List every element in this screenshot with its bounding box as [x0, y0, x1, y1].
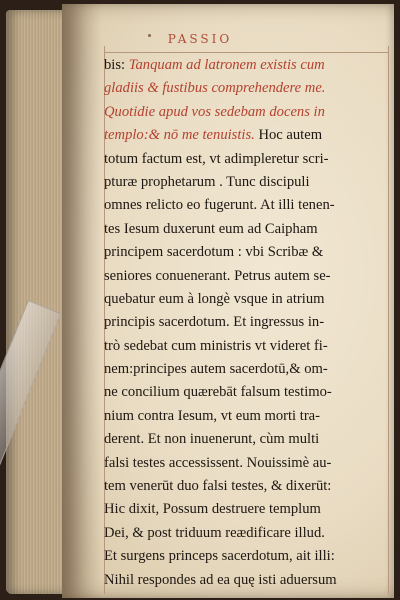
gutter-shadow [62, 4, 102, 598]
body-text [104, 54, 388, 592]
text-line: pturæ prophetarum . Tunc discipuli [104, 173, 310, 190]
text-line: principis sacerdotum. Et ingressus in- [104, 314, 325, 331]
text-line: omnes relicto eo fugerunt. At illi tenen- [104, 197, 335, 214]
text-line: Quotidie apud vos sedebam docens in [104, 103, 325, 120]
ruled-line-top [104, 52, 388, 53]
ruled-line-right [388, 46, 389, 594]
text-line: templo:& nō me tenuistis. Hoc autem [104, 127, 323, 144]
text-line: tes Iesum duxerunt eum ad Caipham [104, 220, 318, 237]
text-line: Dei, & post triduum reædificare illud. [104, 524, 325, 541]
text-line: quebatur eum à longè vsque in atrium [104, 290, 325, 307]
text-line: Et surgens princeps sacerdotum, ait illi: [104, 548, 335, 565]
text-line: derent. Et non inuenerunt, cùm multi [104, 431, 320, 448]
text-line: gladiis & fustibus comprehendere me. [104, 80, 326, 97]
text-line: Nihil respondes ad ea quę isti aduersum [104, 571, 337, 588]
text-line: ne concilium quærebāt falsum testimo- [104, 384, 332, 401]
text-line: falsi testes accessissent. Nouissimè au- [104, 454, 332, 471]
text-line: nem:principes autem sacerdotū,& om- [104, 361, 328, 378]
page-edges [6, 10, 68, 594]
text-line: trò sedebat cum ministris vt videret fi- [104, 337, 328, 354]
running-head: PASSIO [167, 32, 233, 46]
text-line: totum factum est, vt adimpleretur scri- [104, 150, 329, 167]
text-line: tem venerūt duo falsi testes, & dixerūt: [104, 478, 332, 495]
text-line: Hic dixit, Possum destruere templum [104, 501, 321, 518]
text-line: nium contra Iesum, vt eum morti tra- [104, 407, 321, 424]
text-line: principem sacerdotum : vbi Scribæ & [104, 244, 324, 261]
text-line: seniores conuenerant. Petrus autem se- [104, 267, 331, 284]
text-line: bis: Tanquam ad latronem existis cum [104, 57, 325, 73]
